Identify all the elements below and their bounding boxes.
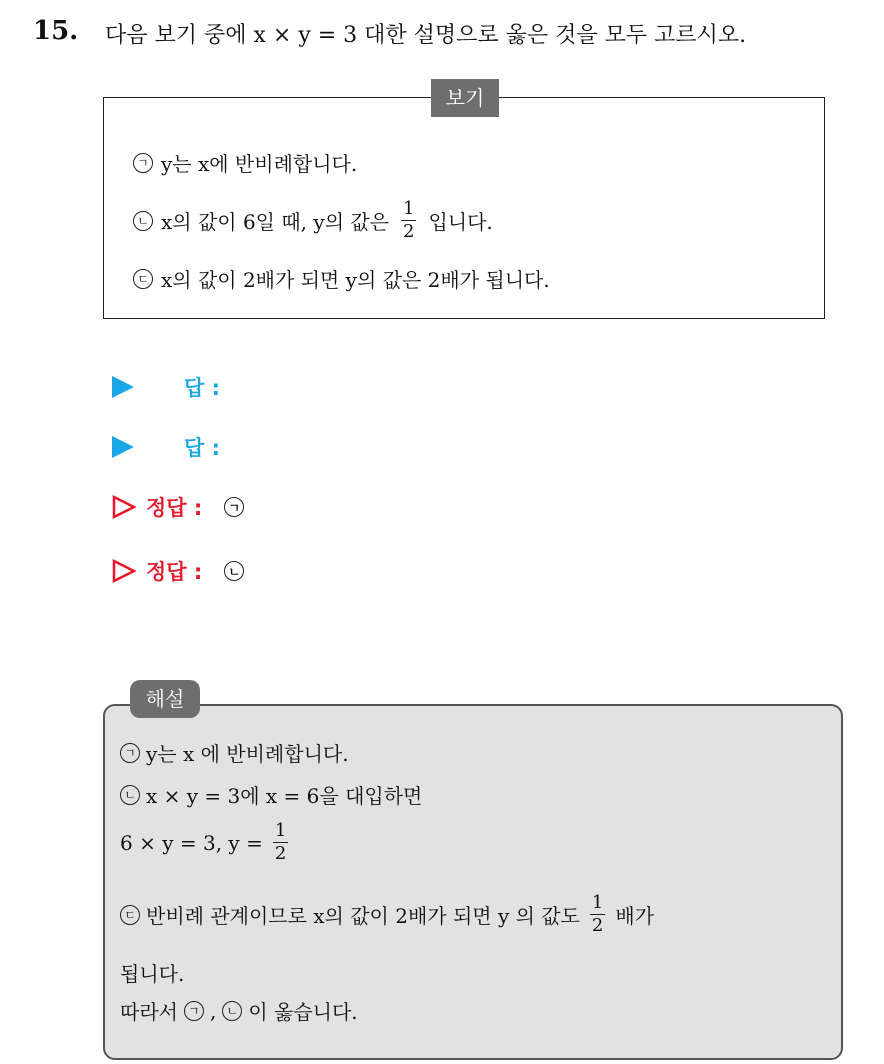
solution-text: y는 x 에 반비례합니다. xyxy=(146,742,349,766)
bogi-item-3 xyxy=(133,264,550,293)
solution-text-after: 이 옳습니다. xyxy=(248,1000,358,1024)
solution-line-1 xyxy=(120,738,349,767)
solution-text: 됩니다. xyxy=(120,962,185,986)
solution-text-after: 배가 xyxy=(615,904,655,928)
play-triangle-icon xyxy=(112,376,134,398)
correct-answer-row-2 xyxy=(112,556,244,586)
separator: , xyxy=(209,998,217,1023)
correct-answer-row-1 xyxy=(112,492,244,522)
solution-line-3 xyxy=(120,822,292,863)
solution-line-5 xyxy=(120,958,184,987)
bogi-item-text-after: 입니다. xyxy=(428,210,493,234)
circled-marker: ㄴ xyxy=(222,1001,242,1021)
circled-marker: ㄱ xyxy=(120,743,140,763)
solution-text: 6 × y = 3, y = xyxy=(120,830,263,855)
bogi-item-text: y는 x에 반비례합니다. xyxy=(161,152,358,176)
fraction xyxy=(401,200,416,241)
answer-row-2 xyxy=(112,432,220,462)
solution-line-4 xyxy=(120,894,654,935)
solution-line-2 xyxy=(120,780,422,809)
outline-triangle-icon xyxy=(112,559,136,583)
correct-answer-label: 정답 : xyxy=(146,560,203,584)
fraction-denominator: 2 xyxy=(274,843,287,864)
outline-triangle-icon xyxy=(112,495,136,519)
circled-marker: ㄷ xyxy=(133,269,153,289)
play-triangle-icon xyxy=(112,436,134,458)
bogi-item-text: x의 값이 2배가 되면 y의 값은 2배가 됩니다. xyxy=(161,268,550,292)
fraction-denominator: 2 xyxy=(403,221,415,242)
bogi-label: 보기 xyxy=(431,79,499,117)
fraction-denominator: 2 xyxy=(591,915,604,936)
answer-label: 답 : xyxy=(184,436,220,460)
fraction-numerator: 1 xyxy=(591,892,604,913)
answer-row-1 xyxy=(112,372,220,402)
correct-answer-label: 정답 : xyxy=(146,496,203,520)
bogi-item-1 xyxy=(133,148,357,177)
solution-text: 반비례 관계이므로 x의 값이 2배가 되면 y 의 값도 xyxy=(146,904,580,928)
circled-marker: ㄱ xyxy=(224,497,244,517)
solution-text: x × y = 3에 x = 6을 대입하면 xyxy=(146,784,423,808)
circled-marker: ㄱ xyxy=(184,1001,204,1021)
circled-marker: ㄷ xyxy=(120,905,140,925)
solution-text: 따라서 xyxy=(120,1000,178,1024)
question-number: 15. xyxy=(33,16,79,46)
circled-marker: ㄱ xyxy=(133,153,153,173)
answer-label: 답 : xyxy=(184,376,220,400)
fraction-numerator: 1 xyxy=(403,198,415,219)
fraction xyxy=(273,822,288,863)
question-text: 다음 보기 중에 x × y = 3 대한 설명으로 옳은 것을 모두 고르시오. xyxy=(105,23,747,48)
circled-marker: ㄴ xyxy=(133,211,153,231)
solution-label: 해설 xyxy=(130,680,200,718)
fraction xyxy=(590,894,605,935)
bogi-item-text: x의 값이 6일 때, y의 값은 xyxy=(161,210,390,234)
circled-marker: ㄴ xyxy=(120,785,140,805)
bogi-item-2 xyxy=(133,200,493,241)
circled-marker: ㄴ xyxy=(224,561,244,581)
fraction-numerator: 1 xyxy=(274,820,287,841)
solution-line-6 xyxy=(120,996,358,1025)
